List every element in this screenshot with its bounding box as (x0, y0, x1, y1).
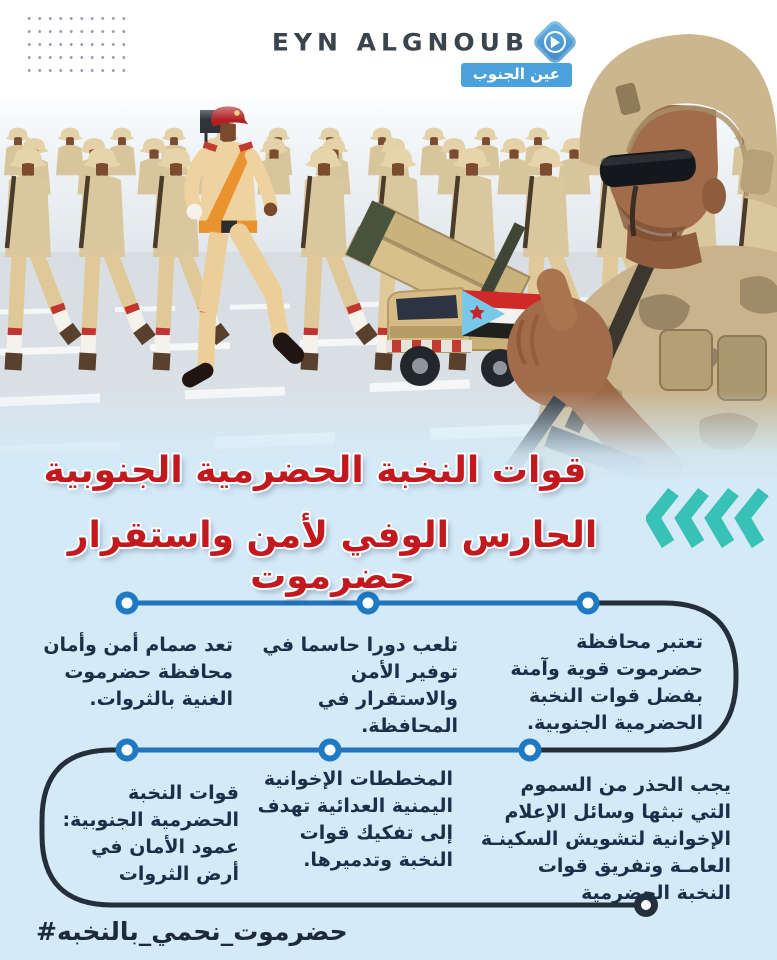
timeline-item-province-safe: تعتبر محافظة حضرموت قوية وآمنة بفضل قوات النخبة الحضرمية الجنوبية. (510, 631, 703, 734)
brand-row (272, 25, 572, 59)
title-line-2: الحارس الوفي لأمن واستقرار حضرموت (67, 515, 598, 597)
play-icon (551, 36, 560, 48)
hashtag-word-2: نحمي (151, 917, 221, 946)
brand-badge: عين الجنوب (461, 63, 572, 87)
timeline-item-decisive-role: تلعب دورا حاسما في توفير الأمن والاستقرار في المحافظة. (262, 634, 458, 737)
footer-hashtag (36, 917, 348, 946)
hashtag-symbol: # (36, 917, 57, 946)
hashtag-separator: _ (138, 917, 152, 946)
brand-wordmark: EYN ALGNOUB (271, 28, 529, 56)
title-line-1: قوات النخبة الحضرمية الجنوبية (43, 450, 587, 491)
timeline-item-hostile-schemes: المخططات الإخوانية اليمنية العدائية تهدف إلى تفكيك قوات النخبة وتدميرها. (257, 768, 453, 871)
dots-pattern-decoration (24, 12, 128, 78)
timeline-item-safety-valve: تعد صمام أمن وأمان محافظة حضرموت الغنية بالثروات. (43, 634, 233, 710)
brand-logo (272, 25, 572, 87)
chevrons-left-icon (646, 487, 772, 553)
timeline-item-pillar-of-safety: قوات النخبة الحضرمية الجنوبية: عمود الأمان في أرض الثروات (62, 782, 239, 885)
hashtag-word-1: بالنخبه (56, 917, 139, 946)
timeline-item-media-warning: يجب الحذر من السموم التي تبثها وسائل الإعلام الإخوانية لتشويش السكينـة العامـة وتفريق قوات النخبة الحضرمية (480, 774, 731, 904)
hashtag-separator: _ (220, 917, 234, 946)
diamond-play-icon (531, 18, 579, 66)
hashtag-word-3: حضرموت (233, 917, 348, 946)
